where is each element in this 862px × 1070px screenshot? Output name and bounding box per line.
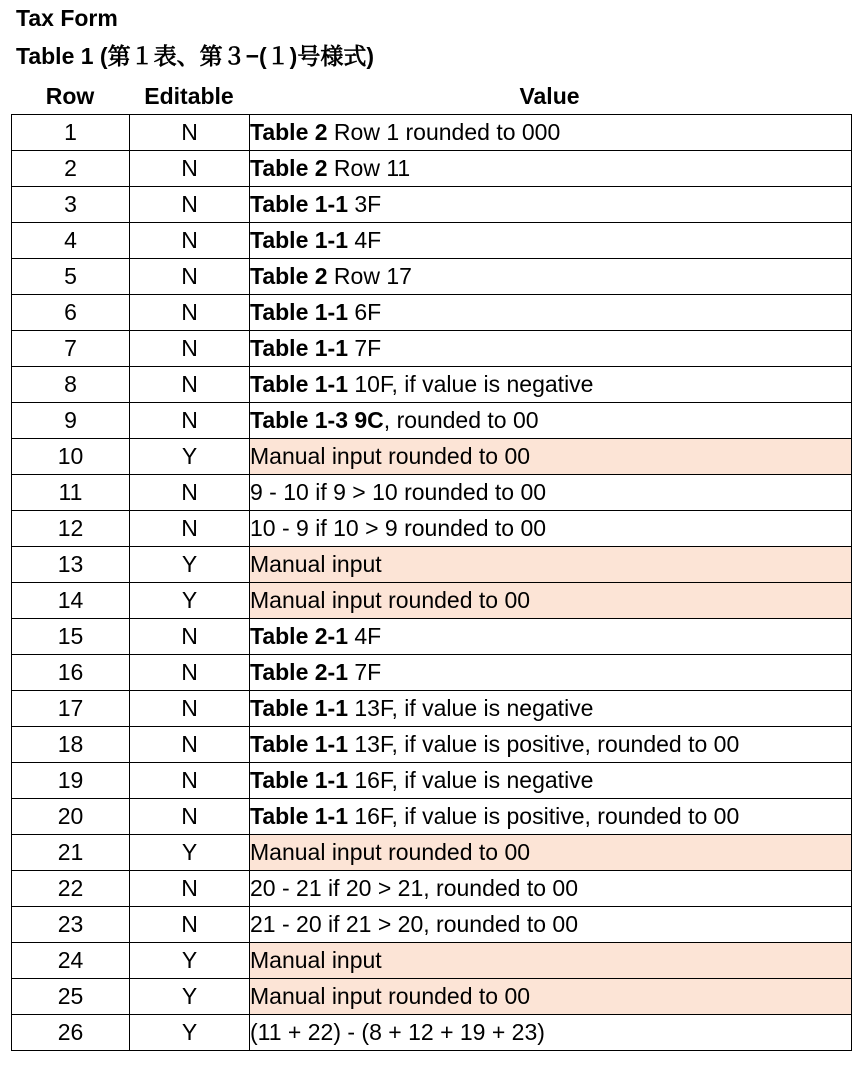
row-number-cell: 9 xyxy=(12,403,130,439)
row-number-cell: 18 xyxy=(12,727,130,763)
table-row xyxy=(12,187,852,223)
editable-flag-cell: N xyxy=(130,151,250,187)
editable-flag-cell: N xyxy=(130,367,250,403)
editable-flag-cell: N xyxy=(130,871,250,907)
value-text: Row 11 xyxy=(327,155,411,181)
value-cell xyxy=(250,1015,852,1051)
table-reference: Table 1-1 xyxy=(250,695,348,721)
row-number-cell: 21 xyxy=(12,835,130,871)
table-row xyxy=(12,475,852,511)
row-number-cell: 11 xyxy=(12,475,130,511)
value-text: Manual input rounded to 00 xyxy=(250,839,531,865)
editable-flag-cell: Y xyxy=(130,979,250,1015)
value-cell xyxy=(250,871,852,907)
value-cell xyxy=(250,619,852,655)
value-cell xyxy=(250,727,852,763)
table-row xyxy=(12,799,852,835)
manual-input-cell[interactable] xyxy=(250,547,852,583)
row-number-cell: 1 xyxy=(12,115,130,151)
table-reference: Table 1-1 xyxy=(250,191,348,217)
editable-flag-cell: Y xyxy=(130,1015,250,1051)
value-cell xyxy=(250,331,852,367)
value-text: 4F xyxy=(348,227,382,253)
value-text: 10F, if value is negative xyxy=(348,371,594,397)
column-headers xyxy=(11,79,850,113)
row-number-cell: 4 xyxy=(12,223,130,259)
value-cell xyxy=(250,691,852,727)
value-text: 4F xyxy=(348,623,382,649)
value-cell xyxy=(250,295,852,331)
editable-flag-cell: Y xyxy=(130,835,250,871)
table-reference: Table 1-1 xyxy=(250,371,348,397)
table-row xyxy=(12,403,852,439)
table-row xyxy=(12,619,852,655)
row-number-cell: 5 xyxy=(12,259,130,295)
row-number-cell: 7 xyxy=(12,331,130,367)
table-row xyxy=(12,115,852,151)
value-text: Manual input rounded to 00 xyxy=(250,983,531,1009)
manual-input-cell[interactable] xyxy=(250,979,852,1015)
editable-flag-cell: N xyxy=(130,907,250,943)
table-body xyxy=(12,115,852,1051)
editable-flag-cell: N xyxy=(130,655,250,691)
table-reference: Table 1-1 xyxy=(250,335,348,361)
value-cell xyxy=(250,259,852,295)
value-text: 10 - 9 if 10 > 9 rounded to 00 xyxy=(250,515,547,541)
editable-flag-cell: N xyxy=(130,331,250,367)
editable-flag-cell: N xyxy=(130,259,250,295)
row-number-cell: 26 xyxy=(12,1015,130,1051)
table-row xyxy=(12,151,852,187)
value-cell xyxy=(250,403,852,439)
value-text: , rounded to 00 xyxy=(383,407,539,433)
column-header-editable: Editable xyxy=(144,83,234,109)
table-reference: Table 1-1 xyxy=(250,767,348,793)
row-number-cell: 24 xyxy=(12,943,130,979)
row-number-cell: 13 xyxy=(12,547,130,583)
editable-flag-cell: Y xyxy=(130,583,250,619)
table-row xyxy=(12,295,852,331)
table-reference: Table 1-3 9C xyxy=(250,407,384,433)
value-cell xyxy=(250,907,852,943)
row-number-cell: 14 xyxy=(12,583,130,619)
value-text: 3F xyxy=(348,191,382,217)
editable-flag-cell: N xyxy=(130,763,250,799)
column-header-row: Row xyxy=(45,83,95,109)
value-text: Manual input rounded to 00 xyxy=(250,443,531,469)
table-row xyxy=(12,943,852,979)
manual-input-cell[interactable] xyxy=(250,943,852,979)
editable-flag-cell: N xyxy=(130,475,250,511)
value-cell xyxy=(250,799,852,835)
value-cell xyxy=(250,187,852,223)
table-reference: Table 2 xyxy=(250,263,328,289)
table-row xyxy=(12,439,852,475)
editable-flag-cell: N xyxy=(130,619,250,655)
table-row xyxy=(12,1015,852,1051)
value-text: 16F, if value is positive, rounded to 00 xyxy=(348,803,740,829)
value-text: 6F xyxy=(348,299,382,325)
row-number-cell: 10 xyxy=(12,439,130,475)
table-row xyxy=(12,655,852,691)
table-reference: Table 1-1 xyxy=(250,731,348,757)
row-number-cell: 6 xyxy=(12,295,130,331)
value-text: 20 - 21 if 20 > 21, rounded to 00 xyxy=(250,875,578,901)
editable-flag-cell: Y xyxy=(130,547,250,583)
editable-flag-cell: N xyxy=(130,691,250,727)
value-text: 16F, if value is negative xyxy=(348,767,594,793)
value-text: (11 + 22) - (8 + 12 + 19 + 23) xyxy=(250,1019,545,1045)
editable-flag-cell: N xyxy=(130,727,250,763)
row-number-cell: 2 xyxy=(12,151,130,187)
editable-flag-cell: N xyxy=(130,799,250,835)
table-row xyxy=(12,583,852,619)
table-row xyxy=(12,259,852,295)
row-number-cell: 19 xyxy=(12,763,130,799)
table-reference: Table 1-1 xyxy=(250,803,348,829)
row-number-cell: 22 xyxy=(12,871,130,907)
table-row xyxy=(12,691,852,727)
table-title: Table 1 (第１表、第３−(１)号様式) xyxy=(16,43,375,69)
value-cell xyxy=(250,115,852,151)
value-cell xyxy=(250,223,852,259)
table-row xyxy=(12,331,852,367)
editable-flag-cell: N xyxy=(130,403,250,439)
table-row xyxy=(12,763,852,799)
manual-input-cell[interactable] xyxy=(250,439,852,475)
table-row xyxy=(12,835,852,871)
table-row xyxy=(12,727,852,763)
row-number-cell: 23 xyxy=(12,907,130,943)
table-row xyxy=(12,907,852,943)
table-row xyxy=(12,367,852,403)
value-cell xyxy=(250,475,852,511)
row-number-cell: 12 xyxy=(12,511,130,547)
row-number-cell: 20 xyxy=(12,799,130,835)
editable-flag-cell: Y xyxy=(130,439,250,475)
table-row xyxy=(12,223,852,259)
row-number-cell: 16 xyxy=(12,655,130,691)
table-reference: Table 1-1 xyxy=(250,227,348,253)
value-text: 13F, if value is negative xyxy=(348,695,594,721)
value-text: Row 17 xyxy=(327,263,412,289)
value-text: 7F xyxy=(348,659,382,685)
value-cell xyxy=(250,511,852,547)
value-text: Row 1 rounded to 000 xyxy=(327,119,561,145)
table-row xyxy=(12,547,852,583)
manual-input-cell[interactable] xyxy=(250,583,852,619)
row-number-cell: 25 xyxy=(12,979,130,1015)
table-row xyxy=(12,511,852,547)
editable-flag-cell: N xyxy=(130,115,250,151)
table-reference: Table 2-1 xyxy=(250,623,348,649)
tax-form-table xyxy=(11,114,852,1051)
row-number-cell: 3 xyxy=(12,187,130,223)
table-reference: Table 2 xyxy=(250,155,328,181)
value-text: 21 - 20 if 21 > 20, rounded to 00 xyxy=(250,911,578,937)
table-reference: Table 1-1 xyxy=(250,299,348,325)
editable-flag-cell: N xyxy=(130,511,250,547)
row-number-cell: 8 xyxy=(12,367,130,403)
table-row xyxy=(12,871,852,907)
value-cell xyxy=(250,763,852,799)
table-reference: Table 2-1 xyxy=(250,659,348,685)
value-text: Manual input xyxy=(250,947,382,973)
table-row xyxy=(12,979,852,1015)
manual-input-cell[interactable] xyxy=(250,835,852,871)
editable-flag-cell: N xyxy=(130,223,250,259)
editable-flag-cell: N xyxy=(130,187,250,223)
value-text: 13F, if value is positive, rounded to 00 xyxy=(348,731,740,757)
table-reference: Table 2 xyxy=(250,119,328,145)
value-text: 9 - 10 if 9 > 10 rounded to 00 xyxy=(250,479,547,505)
editable-flag-cell: Y xyxy=(130,943,250,979)
row-number-cell: 17 xyxy=(12,691,130,727)
value-cell xyxy=(250,151,852,187)
value-text: 7F xyxy=(348,335,382,361)
editable-flag-cell: N xyxy=(130,295,250,331)
column-header-value: Value xyxy=(519,83,580,109)
value-text: Manual input xyxy=(250,551,382,577)
row-number-cell: 15 xyxy=(12,619,130,655)
form-title: Tax Form xyxy=(16,5,118,31)
value-text: Manual input rounded to 00 xyxy=(250,587,531,613)
value-cell xyxy=(250,655,852,691)
value-cell xyxy=(250,367,852,403)
